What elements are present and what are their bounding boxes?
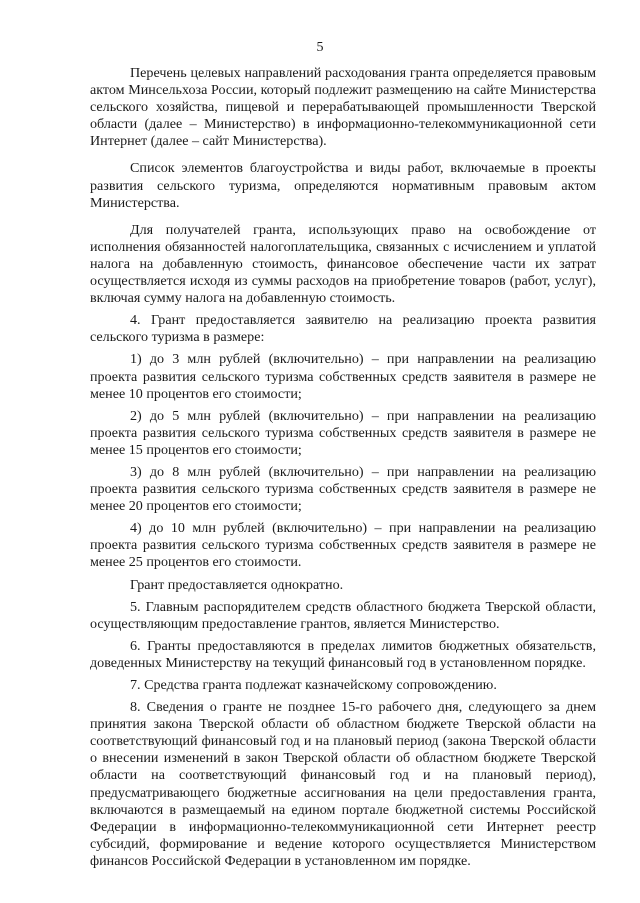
paragraph-subitem-4: 4) до 10 млн рублей (включительно) – при направлении на реализацию проекта развития сельского туризма собственных средств заявителя в размере не менее 25 процентов его стоимости. [90,520,596,571]
document-body [90,65,596,870]
paragraph-item-7: 7. Средства гранта подлежат казначейскому сопровождению. [130,677,497,693]
paragraph-one-time-grant: Грант предоставляется однократно. [130,576,344,593]
paragraph-subitem-3: 3) до 8 млн рублей (включительно) – при направлении на реализацию проекта развития сельского туризма собственных средств заявителя в размере не менее 20 процентов его стоимости; [90,463,596,515]
paragraph-vat-exemption: Для получателей гранта, использующих право на освобождение от исполнения обязанностей налогоплательщика, связанных с исчислением и уплатой налога на добавленную стоимость, финансовое обеспечение части их затрат осуществляется исходя из суммы расходов на приобретение товаров (работ, услуг), включая сумму налога на добавленную стоимость. [90,221,596,307]
paragraph-subitem-1: 1) до 3 млн рублей (включительно) – при направлении на реализацию проекта развития сельского туризма собственных средств заявителя в размере не менее 10 процентов его стоимости; [90,351,596,402]
paragraph-item-5: 5. Главным распорядителем средств областного бюджета Тверской области, осуществляющим предоставление грантов, является Министерство. [90,598,596,632]
paragraph-subitem-2: 2) до 5 млн рублей (включительно) – при направлении на реализацию проекта развития сельского туризма собственных средств заявителя в размере не менее 15 процентов его стоимости; [90,407,596,458]
paragraph-improvement-elements: Список элементов благоустройства и виды работ, включаемые в проекты развития сельского туризма, определяются нормативным правовым актом Министерства. [90,160,596,211]
paragraph-item-8: 8. Сведения о гранте не позднее 15-го рабочего дня, следующего за днем принятия закона Тверской области об областном бюджете Тверской области на соответствующий финансовый год и на плановый период (закона Тверской области о внесении изменений в закон Тверской области об областном бюджете Тверской области на соответствующий финансовый год и на плановый период), предусматривающего бюджетные ассигнования на цели предоставления гранта, включаются в размещаемый на едином портале бюджетной системы Российской Федерации в информационно-телекоммуникационной сети Интернет реестр субсидий, формирование и ведение которого осуществляется Министерством финансов Российской Федерации в установленном им порядке. [90,699,596,869]
paragraph-item-4: 4. Грант предоставляется заявителю на реализацию проекта развития сельского туризма в размере: [90,312,596,346]
paragraph-grant-purposes: Перечень целевых направлений расходования гранта определяется правовым актом Минсельхоза России, который подлежит размещению на сайте Министерства сельского хозяйства, пищевой и перерабатывающей промышленности Тверской области (далее – Министерство) в информационно-телекоммуникационной сети Интернет (далее – сайт Министерства). [90,65,596,150]
page-number: 5 [316,40,324,55]
paragraph-item-6: 6. Гранты предоставляются в пределах лимитов бюджетных обязательств, доведенных Министерству на текущий финансовый год в установленном порядке. [90,637,596,671]
